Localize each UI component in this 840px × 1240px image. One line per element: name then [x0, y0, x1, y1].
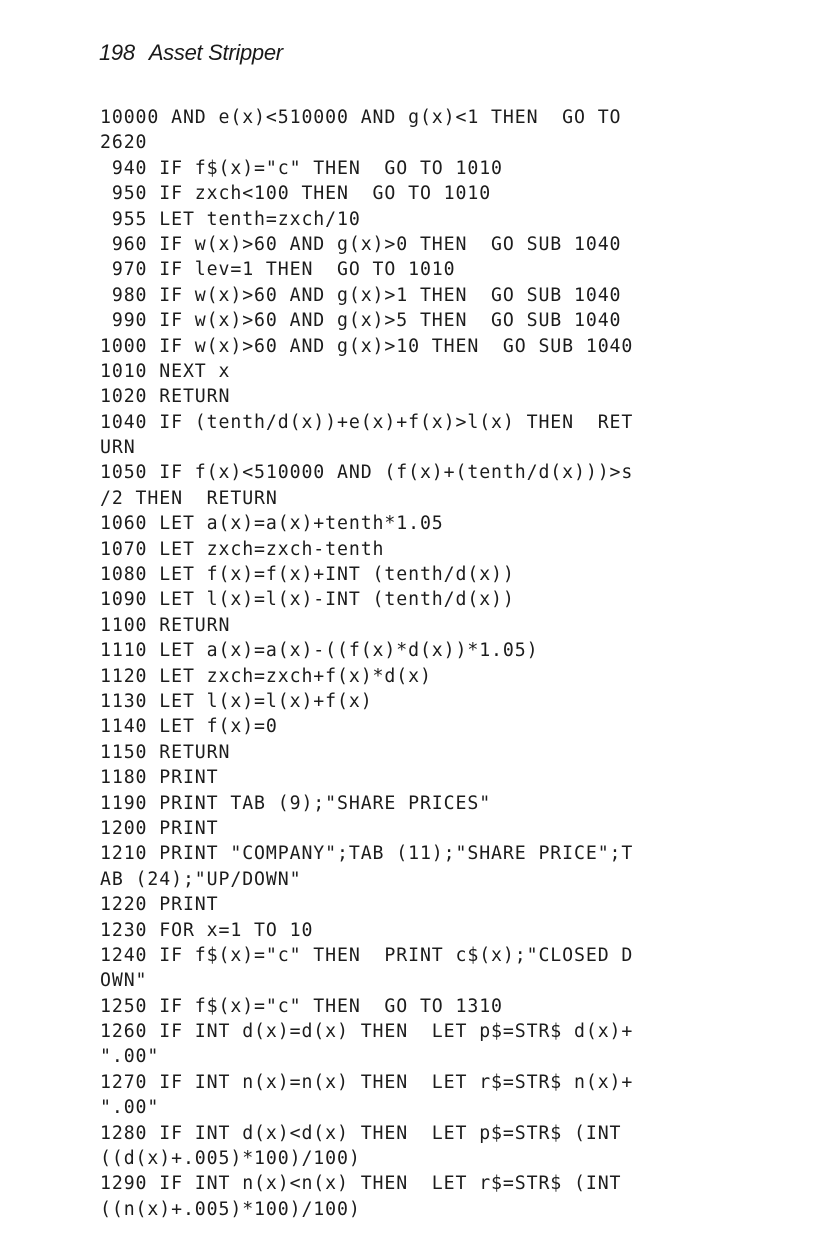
code-line: 1060 LET a(x)=a(x)+tenth*1.05	[100, 513, 444, 535]
code-line: 1190 PRINT TAB (9);"SHARE PRICES"	[100, 792, 492, 814]
code-line: 1000 IF w(x)>60 AND g(x)>10 THEN GO SUB 1040	[100, 335, 634, 357]
code-line: 1130 LET l(x)=l(x)+f(x)	[100, 690, 373, 712]
code-line: AB (24);"UP/DOWN"	[100, 868, 302, 890]
code-line: 970 IF lev=1 THEN GO TO 1010	[100, 259, 456, 281]
code-line: OWN"	[100, 970, 148, 992]
code-line: 1020 RETURN	[100, 386, 231, 408]
code-line: /2 THEN RETURN	[100, 487, 278, 509]
code-line: 1270 IF INT n(x)=n(x) THEN LET r$=STR$ n(x)+	[100, 1071, 634, 1093]
code-line: 1200 PRINT	[100, 817, 219, 839]
code-line: 1100 RETURN	[100, 614, 231, 636]
code-line: 1120 LET zxch=zxch+f(x)*d(x)	[100, 665, 432, 687]
code-line: 1260 IF INT d(x)=d(x) THEN LET p$=STR$ d(x)+	[100, 1021, 634, 1043]
code-line: 960 IF w(x)>60 AND g(x)>0 THEN GO SUB 1040	[100, 233, 622, 255]
code-line: 1240 IF f$(x)="c" THEN PRINT c$(x);"CLOSED D	[100, 944, 634, 966]
code-line: 980 IF w(x)>60 AND g(x)>1 THEN GO SUB 1040	[100, 284, 622, 306]
page-number: 198	[99, 40, 135, 65]
code-line: 2620	[100, 132, 148, 154]
code-line: 1050 IF f(x)<510000 AND (f(x)+(tenth/d(x)))>s	[100, 462, 634, 484]
code-line: 1280 IF INT d(x)<d(x) THEN LET p$=STR$ (INT	[100, 1122, 622, 1144]
code-line: ".00"	[100, 1046, 160, 1068]
code-line: ((n(x)+.005)*100)/100)	[100, 1198, 361, 1220]
code-line: 1220 PRINT	[100, 894, 219, 916]
code-line: 1010 NEXT x	[100, 360, 231, 382]
code-line: 955 LET tenth=zxch/10	[100, 208, 361, 230]
code-line: 1290 IF INT n(x)<n(x) THEN LET r$=STR$ (INT	[100, 1173, 622, 1195]
running-head	[99, 40, 283, 66]
code-line: 1110 LET a(x)=a(x)-((f(x)*d(x))*1.05)	[100, 640, 539, 662]
code-line: 1250 IF f$(x)="c" THEN GO TO 1310	[100, 995, 503, 1017]
code-line: 1180 PRINT	[100, 767, 219, 789]
code-line: 10000 AND e(x)<510000 AND g(x)<1 THEN GO TO	[100, 107, 622, 128]
code-line: 990 IF w(x)>60 AND g(x)>5 THEN GO SUB 1040	[100, 310, 622, 332]
code-line: ((d(x)+.005)*100)/100)	[100, 1148, 361, 1170]
book-title: Asset Stripper	[148, 40, 283, 65]
code-line: 1090 LET l(x)=l(x)-INT (tenth/d(x))	[100, 589, 515, 611]
code-line: 940 IF f$(x)="c" THEN GO TO 1010	[100, 157, 503, 179]
code-line: 1140 LET f(x)=0	[100, 716, 278, 738]
code-line: 1080 LET f(x)=f(x)+INT (tenth/d(x))	[100, 564, 515, 586]
program-listing	[100, 105, 760, 1222]
code-line: 1040 IF (tenth/d(x))+e(x)+f(x)>l(x) THEN RET	[100, 411, 634, 433]
code-line: 1210 PRINT "COMPANY";TAB (11);"SHARE PRICE";T	[100, 843, 634, 865]
code-line: URN	[100, 437, 136, 459]
code-line: ".00"	[100, 1097, 160, 1119]
code-line: 950 IF zxch<100 THEN GO TO 1010	[100, 183, 492, 205]
code-line: 1150 RETURN	[100, 741, 231, 763]
code-line: 1230 FOR x=1 TO 10	[100, 919, 314, 941]
code-line: 1070 LET zxch=zxch-tenth	[100, 538, 385, 560]
